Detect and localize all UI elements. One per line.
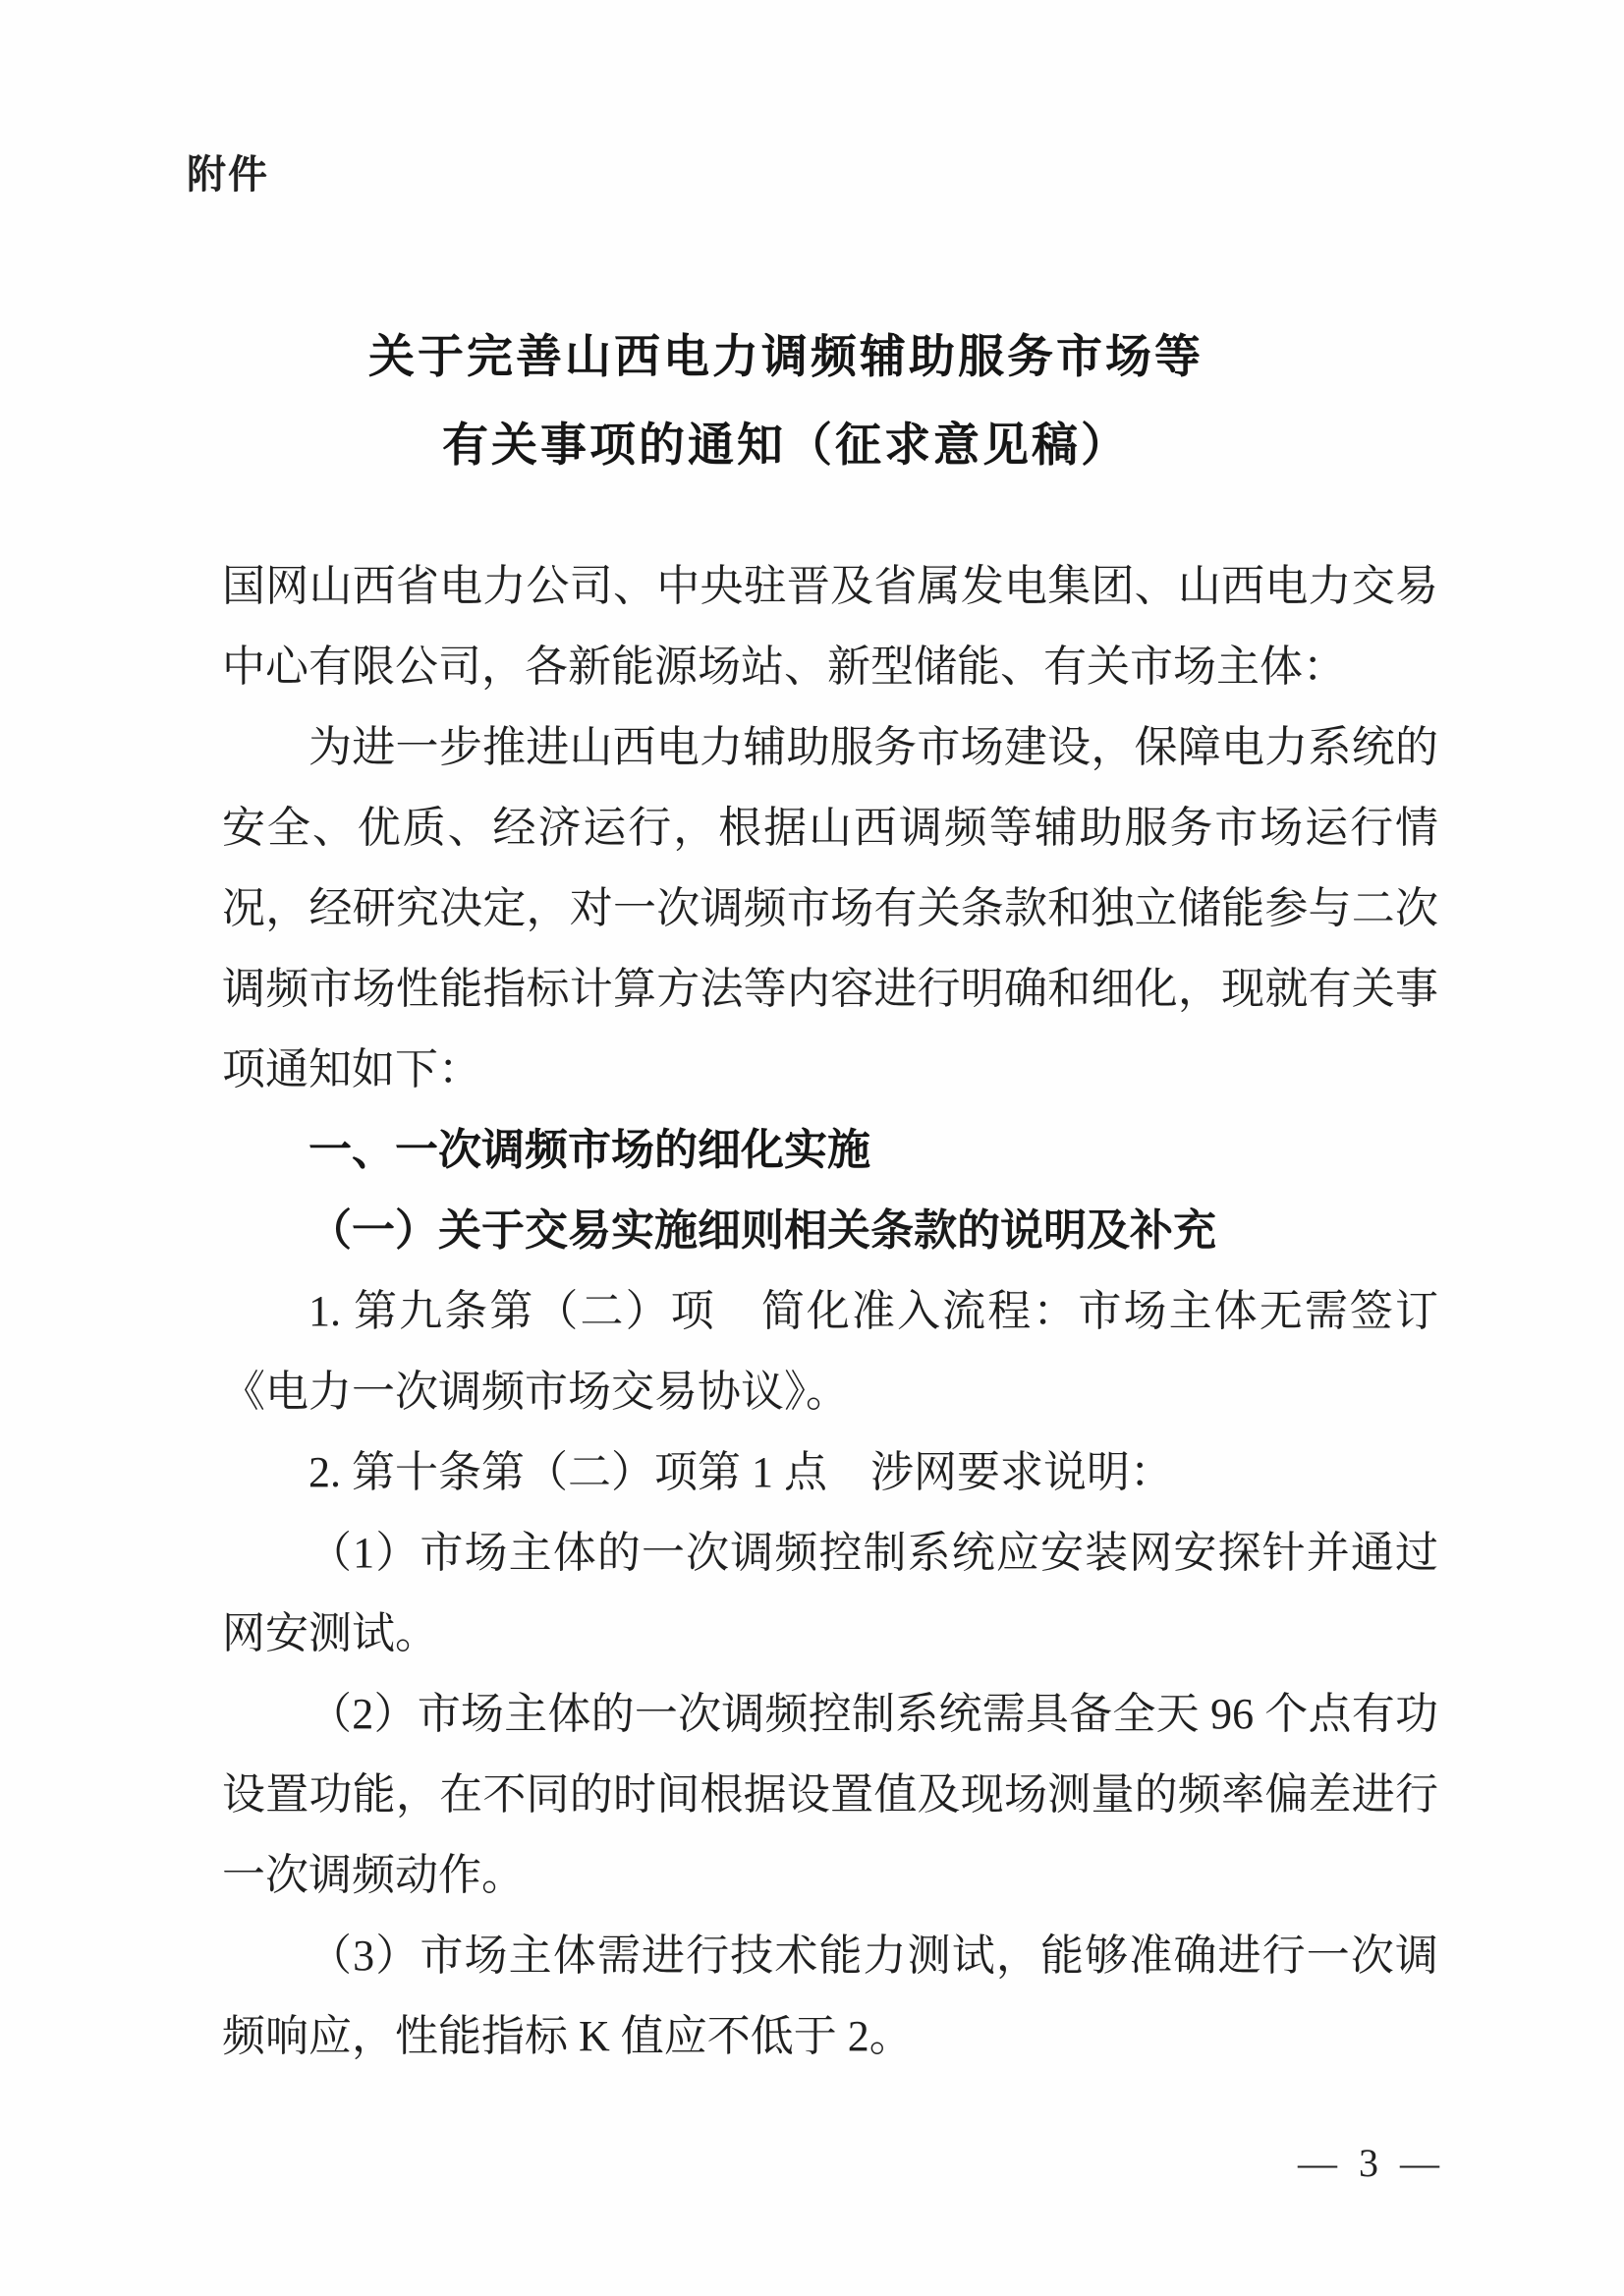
document-body [222, 546, 1438, 2077]
numbered-item-1: 1. 第九条第（二）项 简化准入流程：市场主体无需签订《电力一次调频市场交易协议》。 [222, 1287, 1438, 1416]
document-title [0, 312, 1572, 489]
sub-item-3: （3）市场主体需进行技术能力测试，能够准确进行一次调频响应，性能指标 K 值应不低于 2。 [222, 1932, 1438, 2060]
numbered-item-2: 2. 第十条第（二）项第 1 点 涉网要求说明： [308, 1448, 1173, 1496]
attachment-label: 附件 [187, 153, 269, 196]
sub-item-2: （2）市场主体的一次调频控制系统需具备全天 96 个点有功设置功能，在不同的时间根据设置值及现场测量的频率偏差进行一次调频动作。 [222, 1690, 1438, 1899]
sub-item-1: （1）市场主体的一次调频控制系统应安装网安探针并通过网安测试。 [222, 1529, 1438, 1657]
paragraph-intro: 为进一步推进山西电力辅助服务市场建设，保障电力系统的安全、优质、经济运行，根据山西调频等辅助服务市场运行情况，经研究决定，对一次调频市场有关条款和独立储能参与二次调频市场性能指标计算方法等内容进行明确和细化，现就有关事项通知如下： [222, 723, 1438, 1093]
title-line-1: 关于完善山西电力调频辅助服务市场等 [368, 330, 1204, 382]
subsection-heading-one: （一）关于交易实施细则相关条款的说明及补充 [308, 1206, 1216, 1255]
section-heading-one: 一、一次调频市场的细化实施 [308, 1126, 870, 1174]
page-number: — 3 — [1298, 2141, 1445, 2185]
title-line-2: 有关事项的通知（征求意见稿） [442, 419, 1130, 471]
paragraph-salutation: 国网山西省电力公司、中央驻晋及省属发电集团、山西电力交易中心有限公司，各新能源场站、新型储能、有关市场主体： [222, 562, 1438, 691]
